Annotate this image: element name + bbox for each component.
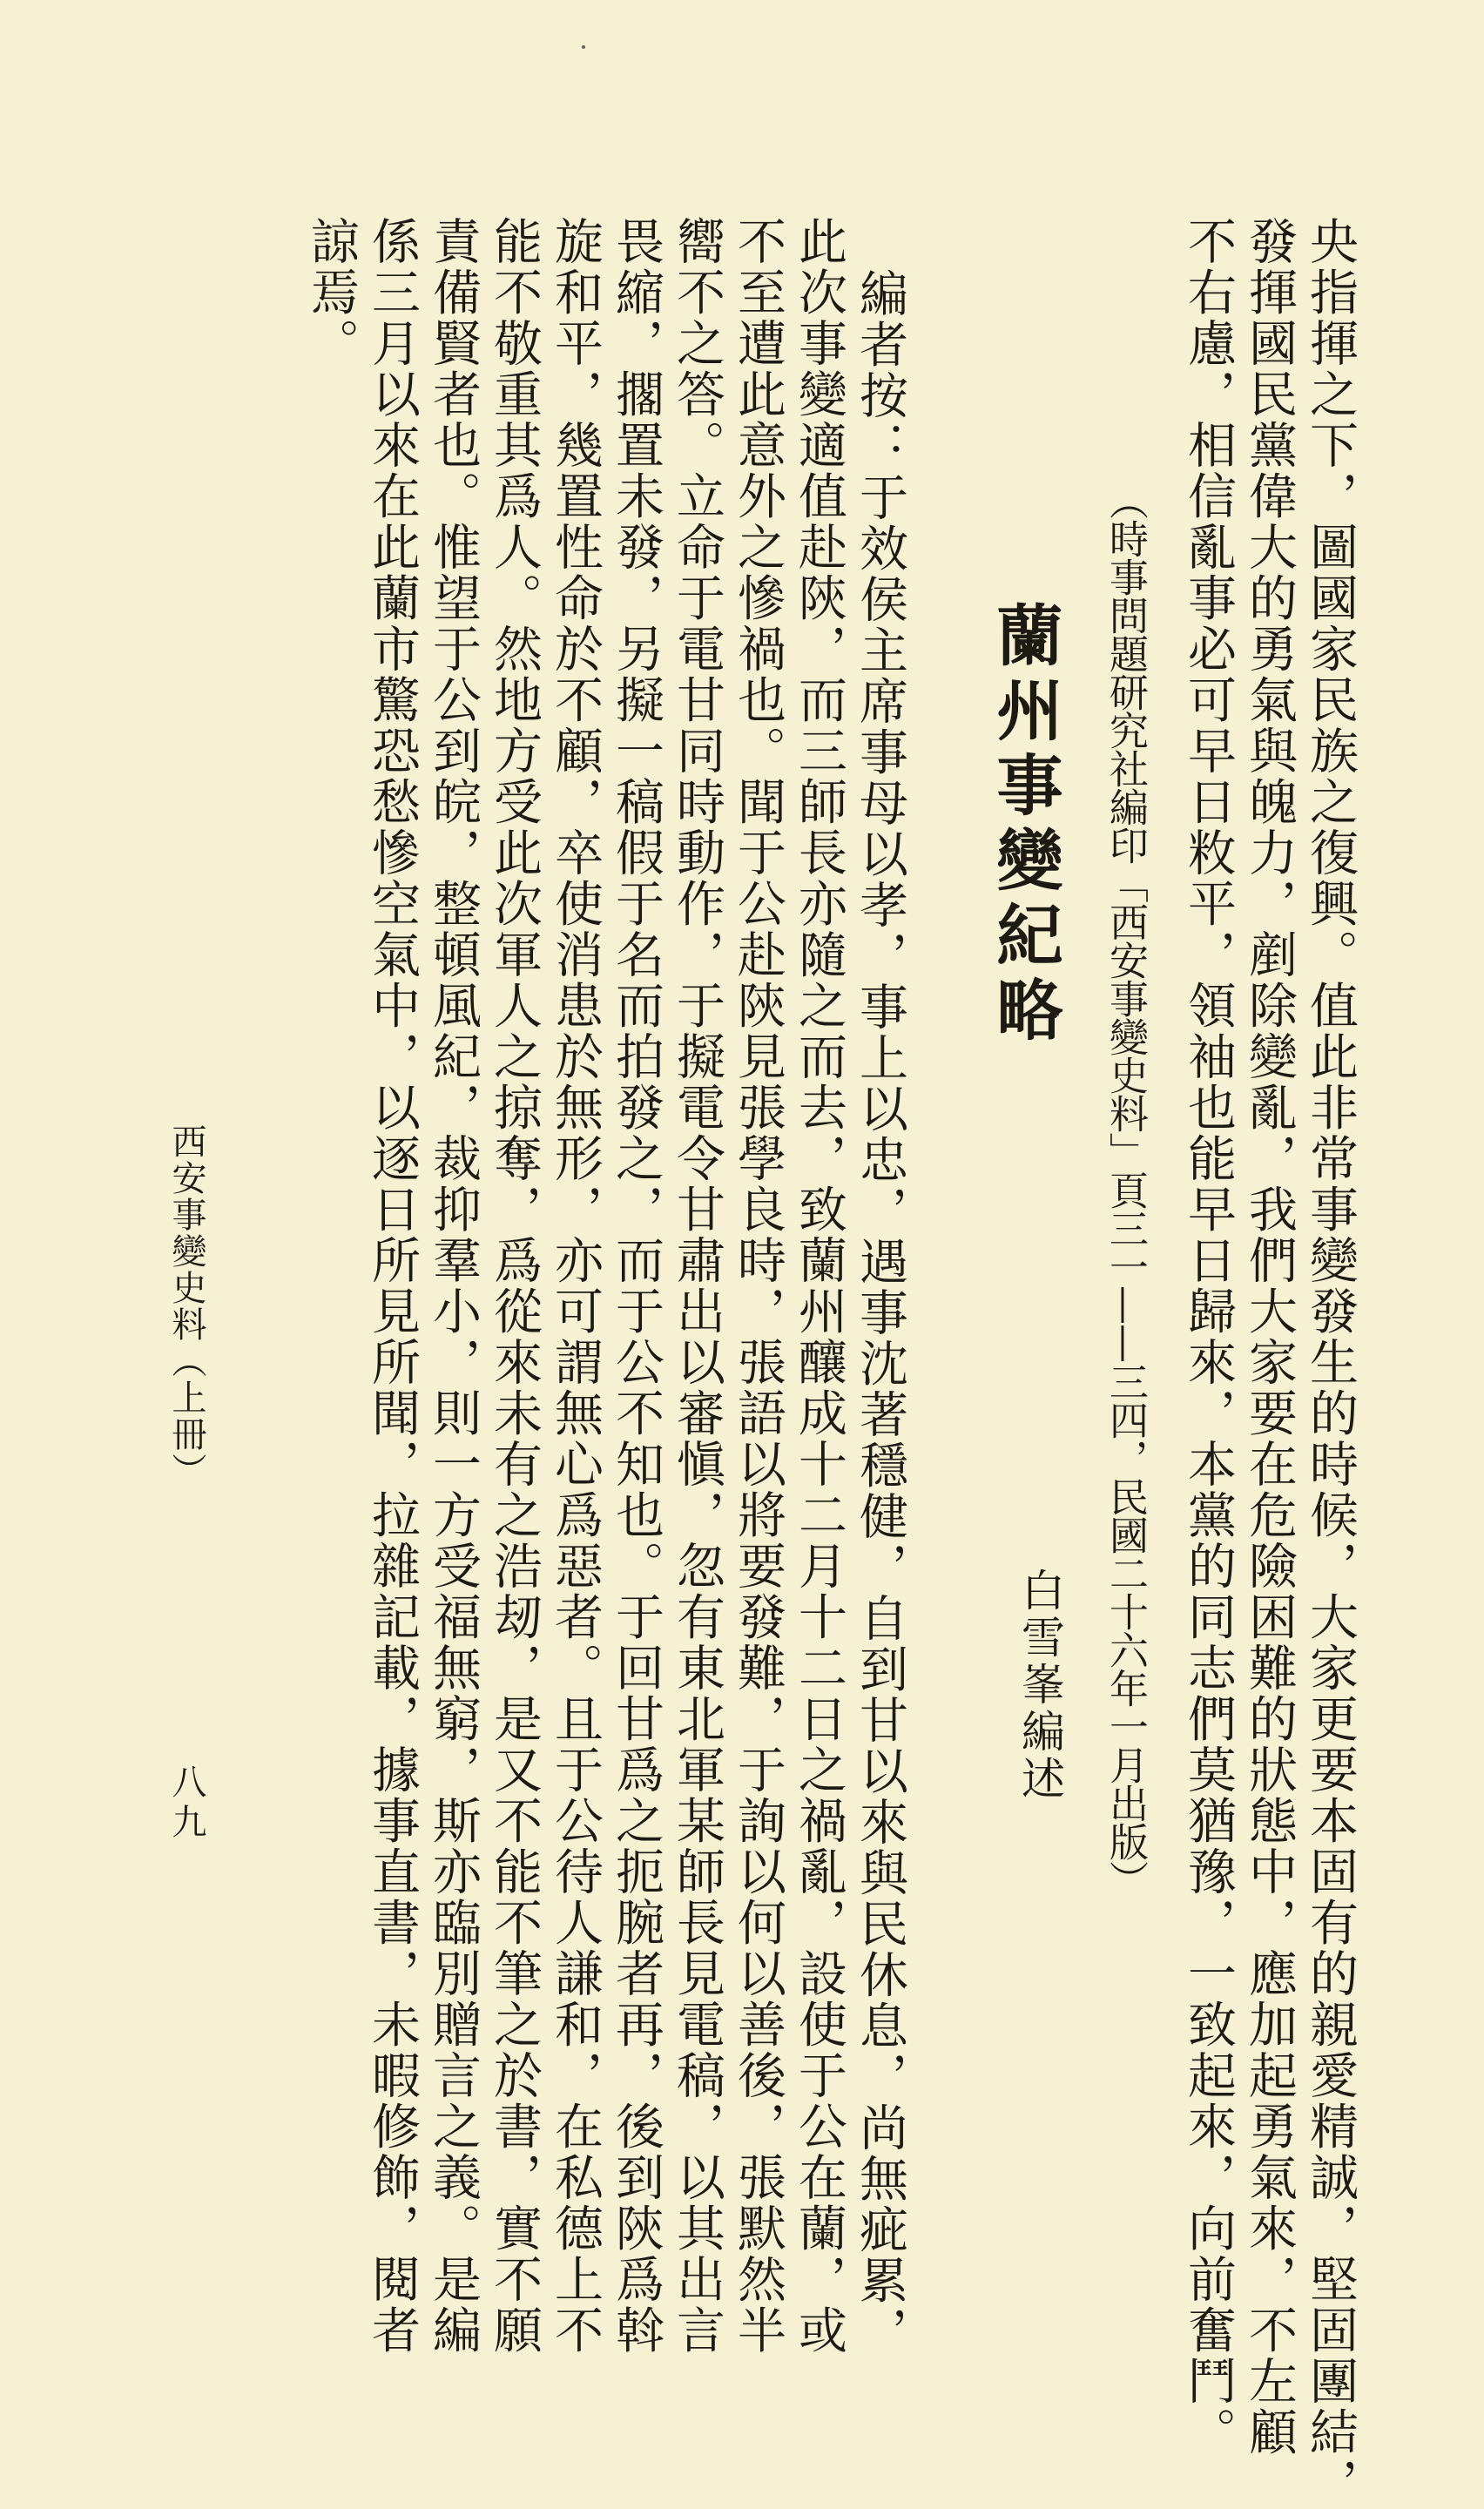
text-column: 能不敬重其爲人。然地方受此次軍人之掠奪，爲從來未有之浩刼，是又不能不筆之於書，實不願 — [486, 216, 543, 2356]
text-column: 旋和平，幾置性命於不顧，卒使消患於無形，亦可謂無心爲惡者。且于公待人謙和，在私德上不 — [547, 216, 604, 2356]
article-title: 蘭州事變紀略 — [986, 601, 1063, 1050]
text-column: 不右慮，相信亂事必可早日敉平，領袖也能早日歸來，本黨的同志們莫猶豫，一致起來，向前奮鬥。 — [1180, 216, 1237, 2458]
speck — [582, 45, 585, 49]
text-column: 央指揮之下，圖國家民族之復興。值此非常事變發生的時候，大家更要本固有的親愛精誠，堅固團結， — [1302, 216, 1359, 2509]
page-number: 八九 — [166, 1764, 206, 1844]
text-column: 此次事變適值赴陝，而三師長亦隨之而去，致蘭州釀成十二月十二日之禍亂，設使于公在蘭，或 — [791, 216, 847, 2356]
text-column: 嚮不之答。立命于電甘同時動作，于擬電令甘肅出以審愼，忽有東北軍某師長見電稿，以其出言 — [669, 216, 725, 2356]
article-author: 白雪峯編述 — [1015, 1568, 1065, 1803]
text-column: 係三月以來在此蘭市驚恐愁慘空氣中，以逐日所見所聞，拉雜記載，據事直書，未暇修飾，閱者 — [364, 216, 421, 2356]
text-column: 諒焉。 — [303, 216, 360, 369]
source-note: （時事問題研究社編印「西安事變史料」頁三一——三四，民國二十六年一月出版） — [1103, 481, 1149, 1899]
text-column: 不至遭此意外之慘禍也。聞于公赴陝見張學良時，張語以將要發難，于詢以何以善後，張默然半 — [730, 216, 786, 2356]
text-column: 畏縮，擱置未發，另擬一稿假于名而拍發之，而于公不知也。于回甘爲之扼腕者再，後到陝爲斡 — [608, 216, 664, 2356]
text-column: 發揮國民黨偉大的勇氣與魄力，剷除變亂，我們大家要在危險困難的狀態中，應加起勇氣來，不左顧 — [1241, 216, 1298, 2458]
book-title-footer: 西安事變史料（上冊） — [166, 1123, 206, 1489]
text-column: 編者按：于效侯主席事母以孝，事上以忠，遇事沈著穩健，自到甘以來與民休息，尚無疵累， — [852, 268, 908, 2357]
text-column: 責備賢者也。惟望于公到皖，整頓風紀，裁抑羣小，則一方受福無窮，斯亦臨別贈言之義。是編 — [425, 216, 482, 2356]
